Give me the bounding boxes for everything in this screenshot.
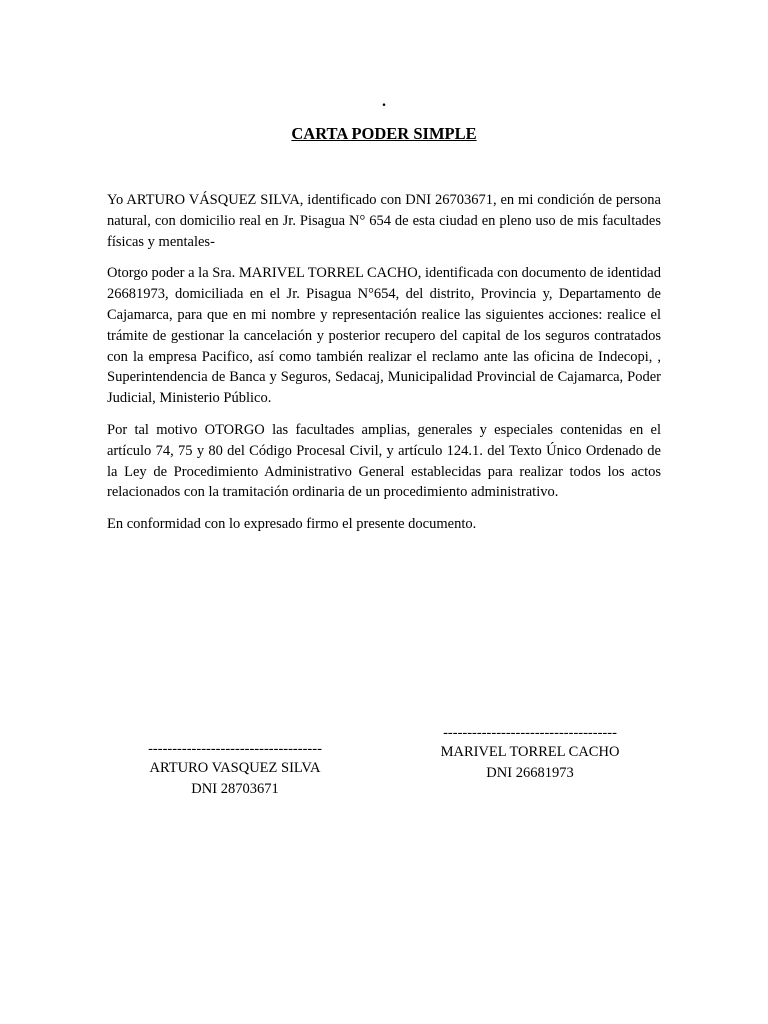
paragraph-conformity: En conformidad con lo expresado firmo el presente documento. bbox=[107, 516, 477, 533]
signature-name: ARTURO VASQUEZ SILVA bbox=[149, 760, 321, 776]
signature-block-attorney bbox=[425, 724, 635, 784]
paragraph-grant: Otorgo poder a la Sra. MARIVEL TORREL CACHO, identificada con documento de identidad 26681973, domiciliada en el Jr. Pisagua N°654, del distrito, Provincia y, Departamento de Cajamarca, para que en mi nombre y representación realice las siguientes acciones: realice el trámite de gestionar la cancelación y posterior recupero del capital de los seguros contratados con la empresa Pacifico, así como también realizar el reclamo ante las oficina de Indecopi, , Superintendencia de Banca y Seguros, Sedacaj, Municipalidad Provincial de Cajamarca, Poder Judicial, Ministerio Público. bbox=[107, 265, 661, 407]
paragraph-faculties: Por tal motivo OTORGO las facultades amplias, generales y especiales contenidas en el artículo 74, 75 y 80 del Código Procesal Civil, y artículo 124.1. del Texto Único Ordenado de la Ley de Procedimiento Administrativo General establecidas para realizar todos los actos relacionados con la tramitación ordinaria de un procedimiento administrativo. bbox=[107, 421, 661, 501]
signature-block-grantor bbox=[130, 740, 340, 800]
signature-line: ------------------------------------ bbox=[443, 725, 617, 741]
signature-name: MARIVEL TORREL CACHO bbox=[440, 744, 620, 760]
top-mark: . bbox=[382, 93, 386, 110]
signature-line: ------------------------------------ bbox=[148, 741, 322, 757]
document-body bbox=[107, 190, 661, 546]
document-title: CARTA PODER SIMPLE bbox=[291, 124, 477, 143]
signature-dni: DNI 28703671 bbox=[191, 780, 279, 797]
paragraph-declarant: Yo ARTURO VÁSQUEZ SILVA, identificado con DNI 26703671, en mi condición de persona natural, con domicilio real en Jr. Pisagua N° 654 de esta ciudad en pleno uso de mis facultades físicas y mentales- bbox=[107, 192, 661, 250]
signature-dni: DNI 26681973 bbox=[486, 764, 574, 781]
